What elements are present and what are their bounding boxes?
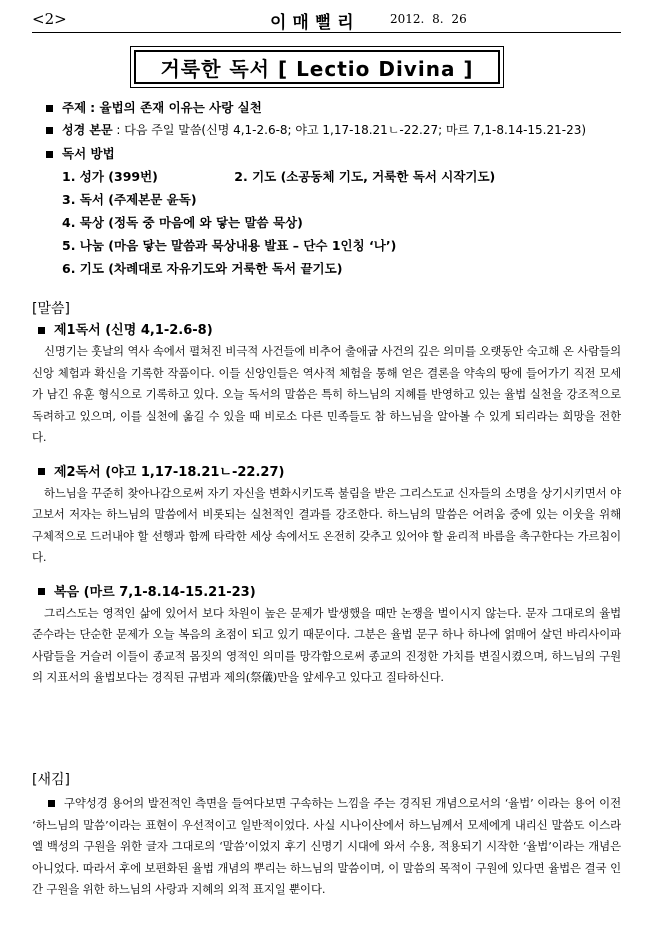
bullet-square-icon	[46, 127, 53, 134]
gospel-title: 복음 (마르 7,1-8.14-15.21-23)	[54, 584, 256, 600]
reading1-text: 신명기는 훗날의 역사 속에서 펼쳐진 비극적 사건들에 비추어 출애굽 사건의 깊은 의미를 오랫동안 숙고해 온 사람들의 신앙 체험과 확신을 기록한 작품이다. 이들 신앙인들은 역사적 체험을 통해 얻은 결론을 약속의 땅에 들어가기 직전 모세가 남긴 유훈 형식으로 기록하고 있다. 오늘 독서의 말씀은 특히 하느님의 지혜를 반영하고 있는 율법 실천을 강조적으로 독려하고 있으며, 이를 실천에 옮길 수 있을 때 비로소 다른 민족들도 참 하느님을 알아볼 수 있게 되리라는 희망을 전한다.	[32, 344, 621, 444]
reading2-title-row	[32, 463, 621, 483]
step-item: 2. 기도 (소공동체 기도, 거룩한 독서 시작기도)	[234, 169, 496, 184]
readings-label: 성경 본문	[62, 123, 113, 137]
gospel-text: 그리스도는 영적인 삶에 있어서 보다 차원이 높은 문제가 발생했을 때만 논쟁을 벌이시지 않는다. 문자 그대로의 율법 준수라는 단순한 문제가 오늘 복음의 초점이 되고 있기 때문이다. 그분은 율법 문구 하나 하나에 얽매어 살던 바리사이파 사람들을 거슬러 이들이 종교적 몸짓의 영적인 의미를 망각함으로써 종교의 진정한 가치를 변질시켰으며, 하느님의 구원의 지표서의 율법보다는 경직된 규범과 제의(祭儀)만을 앞세우고 있다고 질타하신다.	[32, 605, 621, 684]
theme-row	[40, 96, 640, 119]
issue-date: 2012. 8. 26	[390, 12, 467, 26]
step-item: 6. 기도 (차례대로 자유기도와 거룩한 독서 끝기도)	[62, 261, 343, 276]
header-rule	[32, 32, 621, 33]
reading2-text-block	[32, 483, 621, 569]
readings-text: : 다음 주일 말씀(신명 4,1-2.6-8; 야고 1,17-18.21ㄴ-22.27; 마르 7,1-8.14-15.21-23)	[116, 123, 587, 137]
gospel-text-block	[32, 603, 621, 689]
reading1-title: 제1독서 (신명 4,1-2.6-8)	[54, 323, 213, 338]
bullet-square-icon	[46, 105, 53, 112]
title-box-inner	[134, 50, 500, 84]
method-label: 독서 방법	[62, 146, 115, 161]
readings-row	[40, 119, 640, 142]
reflection-section	[32, 771, 621, 901]
summary	[40, 96, 640, 280]
method-row	[40, 142, 640, 165]
page-title: 거룩한 독서 [ Lectio Divina ]	[160, 56, 474, 81]
reading2-text: 하느님을 꾸준히 찾아나감으로써 자기 자신을 변화시키도록 불림을 받은 그리스도교 신자들의 소명을 상기시키면서 야고보서 저자는 하느님의 말씀에서 비롯되는 실천적인 결과를 강조한다. 하느님의 말씀은 어려움 중에 있는 이웃을 위해 구체적으로 드러내야 할 선행과 함께 타락한 세상 속에서도 온전히 갖추고 있어야 할 윤리적 바름을 촉구한다는 가르침이다.	[32, 485, 621, 564]
step-row	[62, 165, 640, 188]
step-item: 5. 나눔 (마음 닿는 말씀과 묵상내용 발표 – 단수 1인칭 ‘나’)	[62, 238, 397, 253]
reading2-title: 제2독서 (야고 1,17-18.21ㄴ-22.27)	[54, 464, 285, 480]
bullet-square-icon	[38, 588, 45, 595]
reading1-title-row	[32, 321, 621, 341]
newsletter-name: 이매뻘리	[270, 13, 360, 33]
bullet-square-icon	[46, 151, 53, 158]
word-section-heading: [말씀]	[32, 301, 70, 317]
reflection-text: 구약성경 용어의 발전적인 측면을 들여다보면 구속하는 느낌을 주는 경직된 개념으로서의 ‘율법’ 이라는 용어 이전 ‘하느님의 말씀’이라는 표현이 우선적이고 일반적이었다. 사실 시나이산에서 하느님께서 모세에게 내리신 말씀도 이스라엘 백성의 구원을 위한 글자 그대로의 ‘말씀’이었지 후기 신명기 시대에 와서 수용, 적용되기 시작한 ‘율법’이라는 개념은 아니었다. 따라서 후에 보편화된 율법 개념의 뿌리는 하느님의 말씀이며, 이 말씀의 목적이 구원에 있다면 율법은 결국 인간 구원을 위한 하느님의 사랑과 지혜의 외적 표지일 뿐이다.	[32, 796, 621, 896]
bullet-square-icon	[48, 800, 55, 807]
word-section	[32, 300, 621, 689]
step-item: 1. 성가 (399번)	[62, 169, 158, 184]
step-item: 3. 독서 (주제본문 윤독)	[62, 192, 197, 207]
bullet-square-icon	[38, 468, 45, 475]
title-box	[130, 46, 504, 88]
step-item: 4. 묵상 (정독 중 마음에 와 닿는 말씀 묵상)	[62, 215, 303, 230]
theme-label: 주제	[62, 100, 87, 115]
gospel-title-row	[32, 583, 621, 603]
reflection-heading: [새김]	[32, 772, 70, 788]
method-steps	[40, 165, 640, 280]
reading1-text-block	[32, 341, 621, 449]
page-header	[32, 8, 621, 33]
page-number: <2>	[32, 10, 67, 28]
reflection-text-block	[32, 793, 621, 901]
bullet-square-icon	[38, 327, 45, 334]
theme-text: : 율법의 존재 이유는 사랑 실천	[90, 100, 262, 115]
